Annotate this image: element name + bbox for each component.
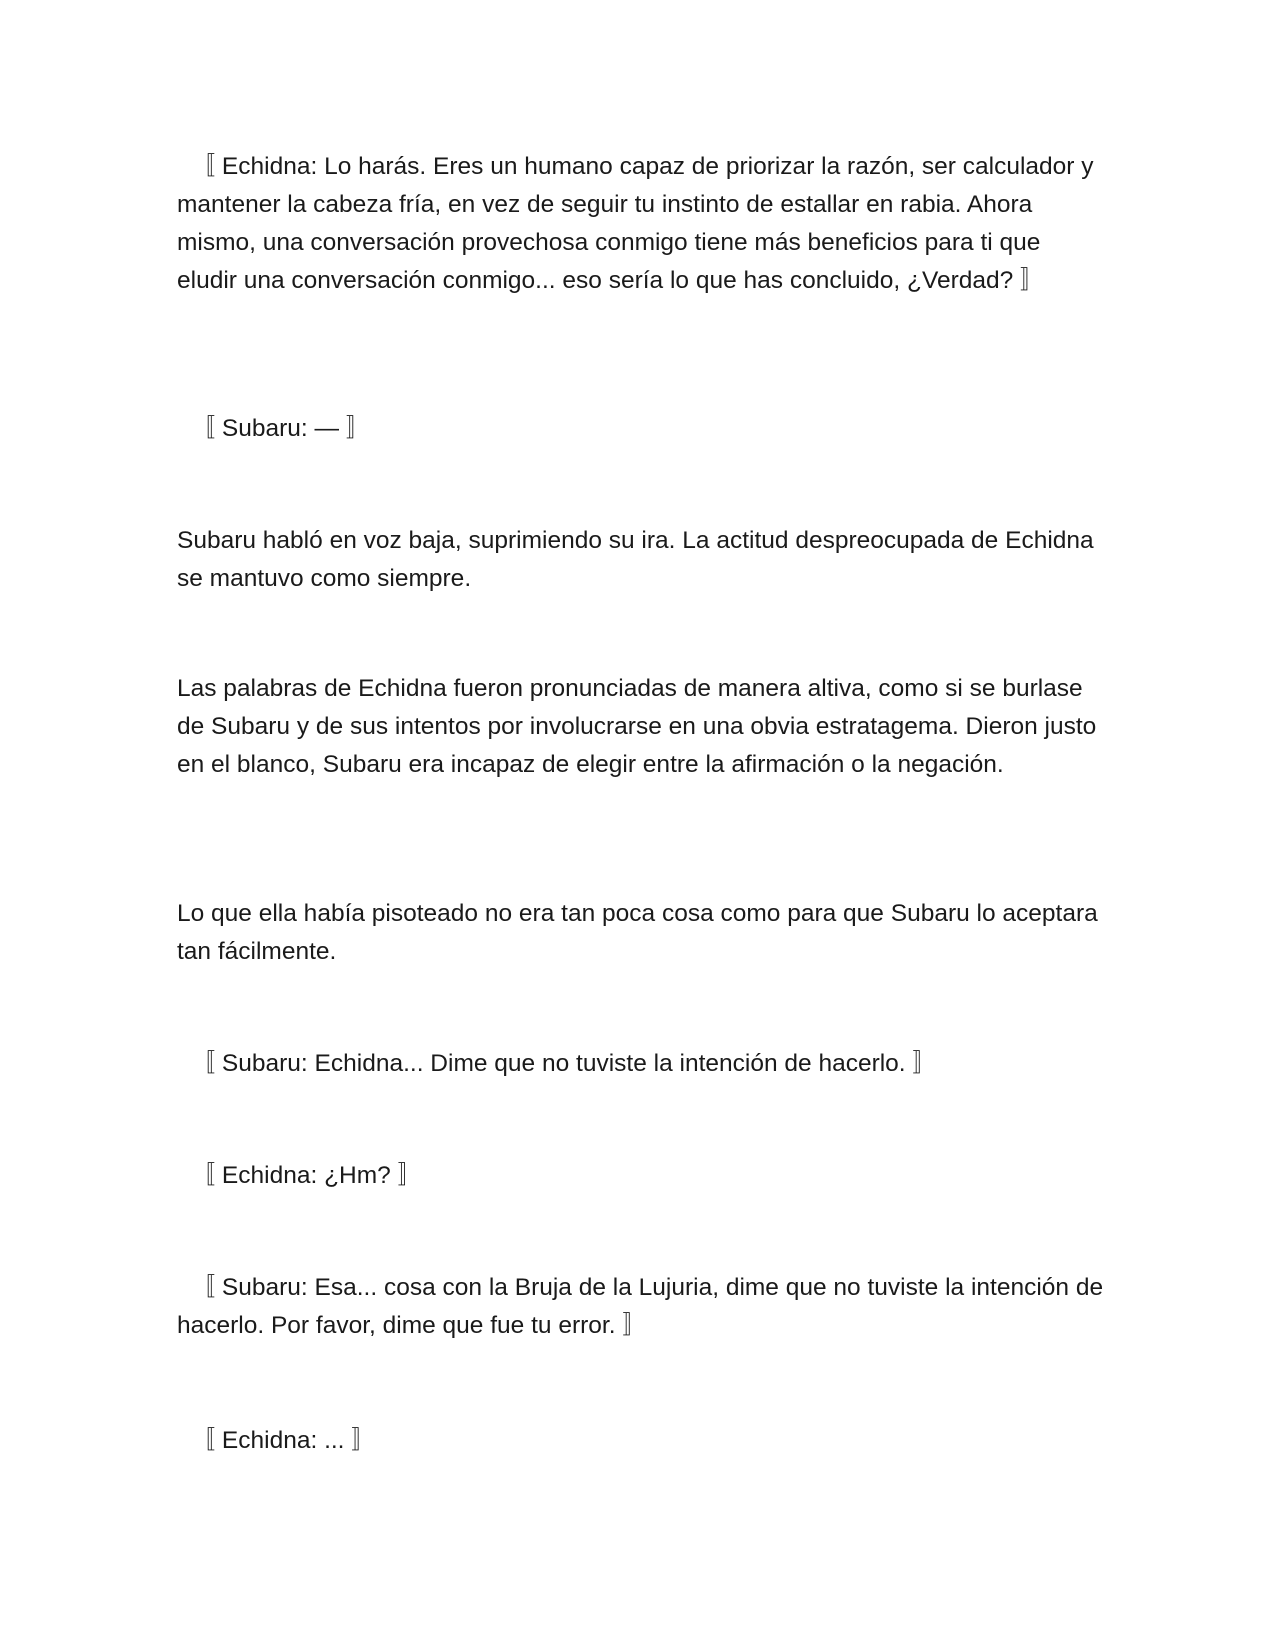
paragraph-subaru-echidna-dime: 〚 Subaru: Echidna... Dime que no tuviste la intención de hacerlo. 〛 <box>177 1050 937 1077</box>
paragraph-subaru-hablo: Subaru habló en voz baja, suprimiendo su ira. La actitud despreocupada de Echidna se mantuvo como siempre. <box>177 527 1094 592</box>
paragraph-subaru-esa-cosa: 〚 Subaru: Esa... cosa con la Bruja de la Lujuria, dime que no tuviste la intención de hacerlo. Por favor, dime que fue tu error. 〛 <box>177 1274 1104 1339</box>
paragraph-echidna-hm: 〚 Echidna: ¿Hm? 〛 <box>177 1162 423 1189</box>
paragraph-echidna-ellipsis: 〚 Echidna: ... 〛 <box>177 1427 376 1454</box>
paragraph-subaru-dash: 〚 Subaru: — 〛 <box>177 415 371 442</box>
paragraph-echidna-lo-haras: 〚 Echidna: Lo harás. Eres un humano capaz de priorizar la razón, ser calculador y mantener la cabeza fría, en vez de seguir tu instinto de estallar en rabia. Ahora mismo, una conversación provechosa conmigo tiene más beneficios para ti que eludir una conversación conmigo... eso sería lo que has concluido, ¿Verdad? 〛 <box>177 153 1094 294</box>
paragraph-las-palabras: Las palabras de Echidna fueron pronunciadas de manera altiva, como si se burlase de Subaru y de sus intentos por involucrarse en una obvia estratagema. Dieron justo en el blanco, Subaru era incapaz de elegir entre la afirmación o la negación. <box>177 675 1097 778</box>
paragraph-lo-que-ella: Lo que ella había pisoteado no era tan poca cosa como para que Subaru lo aceptara tan fácilmente. <box>177 900 1098 965</box>
